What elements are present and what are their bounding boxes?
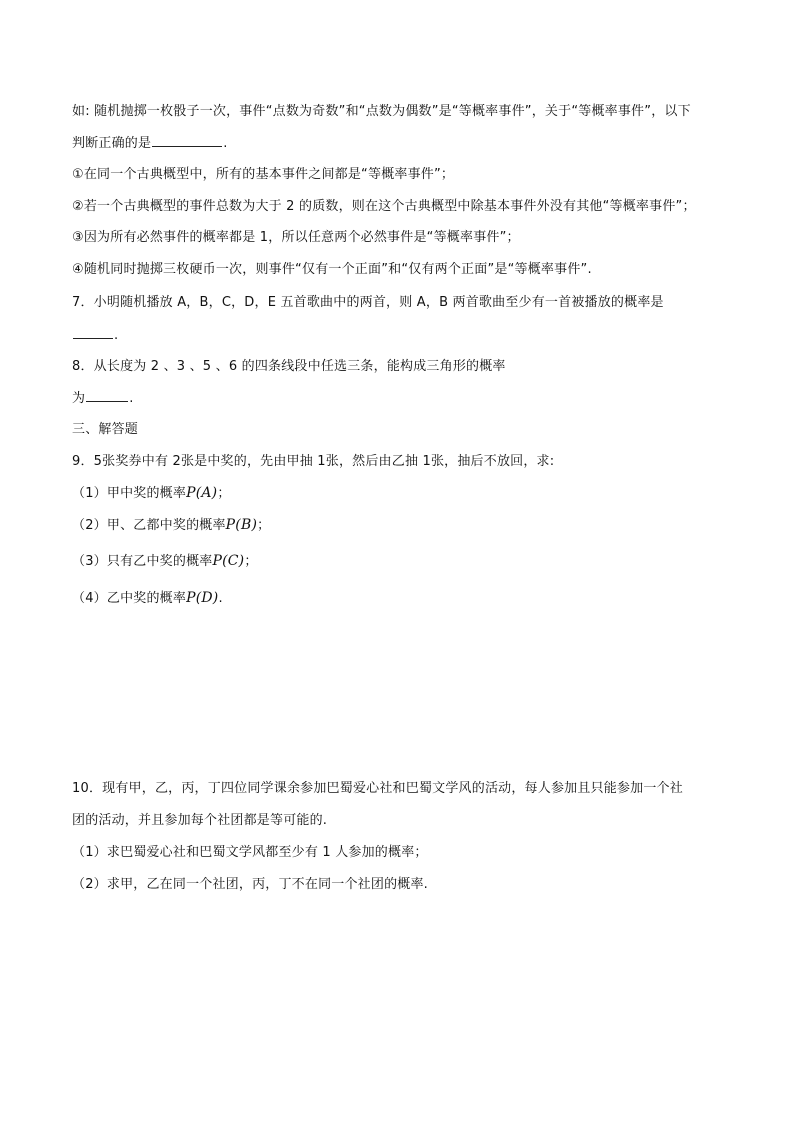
q9-stem: 9．5张奖券中有 2张是中奖的，先由甲抽 1张，然后由乙抽 1张，抽后不放回，求: <box>72 454 555 469</box>
q9-part-math: P(D) <box>186 590 219 606</box>
q9-part-end: . <box>218 591 223 606</box>
q6-option-2: ②若一个古典概型的事件总数为大于 2 的质数，则在这个古典概型中除基本事件外没有其他“等概率事件”； <box>72 199 696 214</box>
q9-part-math: P(C) <box>212 553 245 569</box>
q10-part-2: （2）求甲，乙在同一个社团，丙，丁不在同一个社团的概率. <box>72 877 429 892</box>
q6-option-1: ①在同一个古典概型中，所有的基本事件之间都是“等概率事件”； <box>72 167 455 182</box>
q6-intro-line1: 如: 随机抛掷一枚骰子一次，事件“点数为奇数”和“点数为偶数”是“等概率事件”，关于“等概率事件”，以下 <box>72 104 691 119</box>
q9-part-math: P(A) <box>186 485 218 501</box>
q9-part-label: （2）甲、乙都中奖的概率 <box>72 518 226 533</box>
q9-part-end: ； <box>244 554 258 569</box>
q8-end: . <box>129 391 134 406</box>
q7-answer-line <box>72 326 118 345</box>
q6-intro-line2 <box>72 134 228 153</box>
q6-answer-blank <box>152 134 222 147</box>
q7-text: 7．小明随机播放 A，B，C，D，E 五首歌曲中的两首，则 A，B 两首歌曲至少有一首被播放的概率是 <box>72 295 664 310</box>
q8-answer-blank <box>86 389 128 402</box>
q10-stem-line1: 10．现有甲，乙，丙，丁四位同学课余参加巴蜀爱心社和巴蜀文学风的活动，每人参加且只能参加一个社 <box>72 781 683 796</box>
q9-part-label: （3）只有乙中奖的概率 <box>72 554 213 569</box>
q9-part-label: （4）乙中奖的概率 <box>72 591 187 606</box>
q9-part-label: （1）甲中奖的概率 <box>72 486 187 501</box>
q6-intro-end: . <box>223 136 228 151</box>
q7-answer-blank <box>73 326 113 339</box>
q10-part-1: （1）求巴蜀爱心社和巴蜀文学风都至少有 1 人参加的概率； <box>72 845 428 860</box>
q9-part-math: P(B) <box>225 517 258 533</box>
q6-option-4: ④随机同时抛掷三枚硬币一次，则事件“仅有一个正面”和“仅有两个正面”是“等概率事件”. <box>72 262 592 277</box>
q9-part-1 <box>72 484 231 503</box>
q9-part-end: ； <box>217 486 231 501</box>
q9-part-4 <box>72 589 223 608</box>
q6-intro-text: 判断正确的是 <box>72 136 152 151</box>
q9-part-3 <box>72 552 258 571</box>
q7-end: . <box>114 328 119 343</box>
q8-text: 8．从长度为 2 、3 、5 、6 的四条线段中任选三条，能构成三角形的概率 <box>72 359 506 374</box>
q8-prefix: 为 <box>72 391 86 406</box>
q9-part-end: ； <box>257 518 271 533</box>
q9-part-2 <box>72 516 270 535</box>
q8-answer-line <box>72 389 134 408</box>
q10-stem-line2: 团的活动，并且参加每个社团都是等可能的. <box>72 813 328 828</box>
q6-option-3: ③因为所有必然事件的概率都是 1，所以任意两个必然事件是“等概率事件”； <box>72 230 520 245</box>
section-title: 三、解答题 <box>72 422 139 437</box>
